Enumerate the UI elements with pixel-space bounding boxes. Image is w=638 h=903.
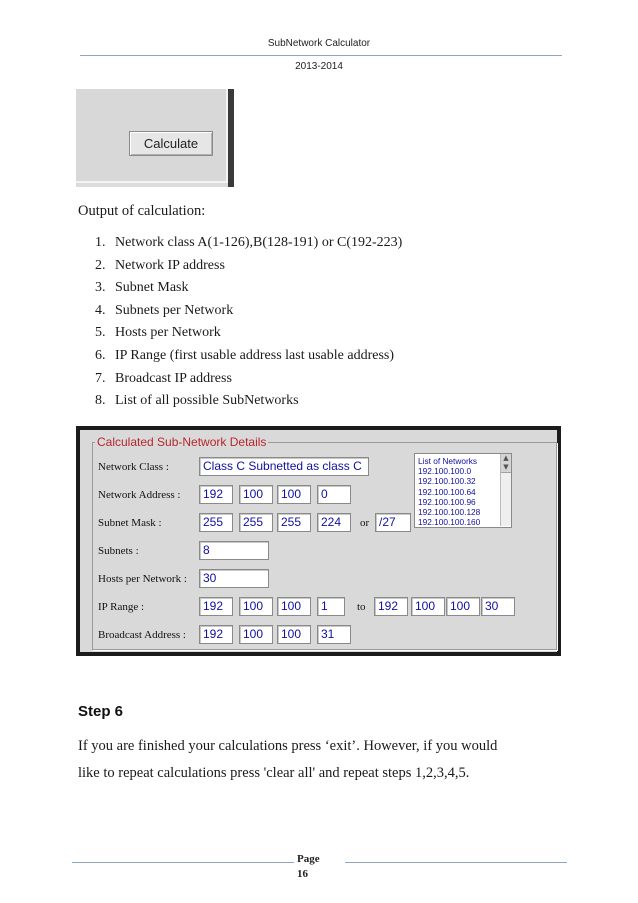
network-address-octet-3[interactable]: 100 xyxy=(277,485,311,504)
output-heading: Output of calculation: xyxy=(78,203,206,219)
ip-range-label: IP Range : xyxy=(98,601,145,613)
output-list xyxy=(78,232,402,413)
ip-range-start-octet-1[interactable]: 192 xyxy=(199,597,233,616)
header-rule xyxy=(80,55,562,56)
subnet-mask-octet-3[interactable]: 255 xyxy=(277,513,311,532)
to-label: to xyxy=(357,601,366,613)
list-item: 8. List of all possible SubNetworks xyxy=(95,393,299,409)
ip-range-end-octet-4[interactable]: 30 xyxy=(481,597,515,616)
network-class-label: Network Class : xyxy=(98,461,169,473)
list-item: 5. Hosts per Network xyxy=(95,325,221,341)
scroll-down-icon[interactable]: ▼ xyxy=(501,463,511,473)
network-address-label: Network Address : xyxy=(98,489,181,501)
broadcast-octet-4[interactable]: 31 xyxy=(317,625,351,644)
running-header-year: 2013-2014 xyxy=(295,61,343,72)
broadcast-octet-3[interactable]: 100 xyxy=(277,625,311,644)
network-list-scrollbar[interactable] xyxy=(500,454,511,526)
panel-background xyxy=(80,430,557,652)
broadcast-label: Broadcast Address : xyxy=(98,629,186,641)
footer-rule-right xyxy=(345,862,567,863)
list-item: 2. Network IP address xyxy=(95,257,225,273)
hosts-label: Hosts per Network : xyxy=(98,573,187,585)
list-item[interactable]: 192.100.100.96 xyxy=(418,496,476,507)
network-class-field[interactable]: Class C Subnetted as class C xyxy=(199,457,369,476)
list-item[interactable]: 192.100.100.128 xyxy=(418,507,481,518)
subnet-mask-octet-4[interactable]: 224 xyxy=(317,513,351,532)
details-legend: Calculated Sub-Network Details xyxy=(97,435,267,449)
ip-range-end-octet-3[interactable]: 100 xyxy=(446,597,480,616)
page-number xyxy=(297,852,342,882)
ip-range-end-octet-2[interactable]: 100 xyxy=(411,597,445,616)
list-item: 4. Subnets per Network xyxy=(95,302,234,318)
network-address-octet-4[interactable]: 0 xyxy=(317,485,351,504)
page-label: Page xyxy=(297,853,320,865)
or-label: or xyxy=(360,517,370,529)
list-item[interactable]: 192.100.100.160 xyxy=(418,517,481,528)
ip-range-start-octet-4[interactable]: 1 xyxy=(317,597,345,616)
calculate-button[interactable]: Calculate xyxy=(129,131,213,156)
running-header-title: SubNetwork Calculator xyxy=(267,38,371,49)
broadcast-octet-1[interactable]: 192 xyxy=(199,625,233,644)
hosts-field[interactable]: 30 xyxy=(199,569,269,588)
step-heading: Step 6 xyxy=(78,703,124,720)
list-item: 7. Broadcast IP address xyxy=(95,370,232,386)
ip-range-start-octet-2[interactable]: 100 xyxy=(239,597,273,616)
scroll-up-icon[interactable]: ▲ xyxy=(501,454,511,464)
subnet-mask-label: Subnet Mask : xyxy=(98,517,162,529)
list-item: 1. Network class A(1-126),B(128-191) or C(192-223) xyxy=(95,235,403,250)
calculate-screenshot xyxy=(76,89,234,187)
step-text-line-1: If you are finished your calculations press ‘exit’. However, if you would xyxy=(78,738,498,754)
subnet-details-screenshot xyxy=(76,426,561,656)
window-edge xyxy=(228,89,234,187)
subnet-mask-octet-1[interactable]: 255 xyxy=(199,513,233,532)
network-list xyxy=(418,456,480,527)
subnet-mask-octet-2[interactable]: 255 xyxy=(239,513,273,532)
list-item: 3. Subnet Mask xyxy=(95,280,189,296)
list-item: 6. IP Range (first usable address last usable address) xyxy=(95,347,395,363)
ip-range-start-octet-3[interactable]: 100 xyxy=(277,597,311,616)
subnets-label: Subnets : xyxy=(98,545,139,557)
page-number-value: 16 xyxy=(297,868,308,880)
network-address-octet-2[interactable]: 100 xyxy=(239,485,273,504)
list-item[interactable]: 192.100.100.64 xyxy=(418,486,476,497)
step-text-line-2: like to repeat calculations press 'clear all' and repeat steps 1,2,3,4,5. xyxy=(78,765,470,781)
network-address-octet-1[interactable]: 192 xyxy=(199,485,233,504)
list-item[interactable]: 192.100.100.32 xyxy=(418,476,476,487)
list-item[interactable]: 192.100.100.0 xyxy=(418,466,472,477)
footer-rule-left xyxy=(72,862,294,863)
list-item[interactable]: List of Networks xyxy=(418,456,478,466)
broadcast-octet-2[interactable]: 100 xyxy=(239,625,273,644)
ip-range-end-octet-1[interactable]: 192 xyxy=(374,597,408,616)
cidr-field[interactable]: /27 xyxy=(375,513,411,532)
network-list-box[interactable] xyxy=(414,453,512,528)
subnets-field[interactable]: 8 xyxy=(199,541,269,560)
